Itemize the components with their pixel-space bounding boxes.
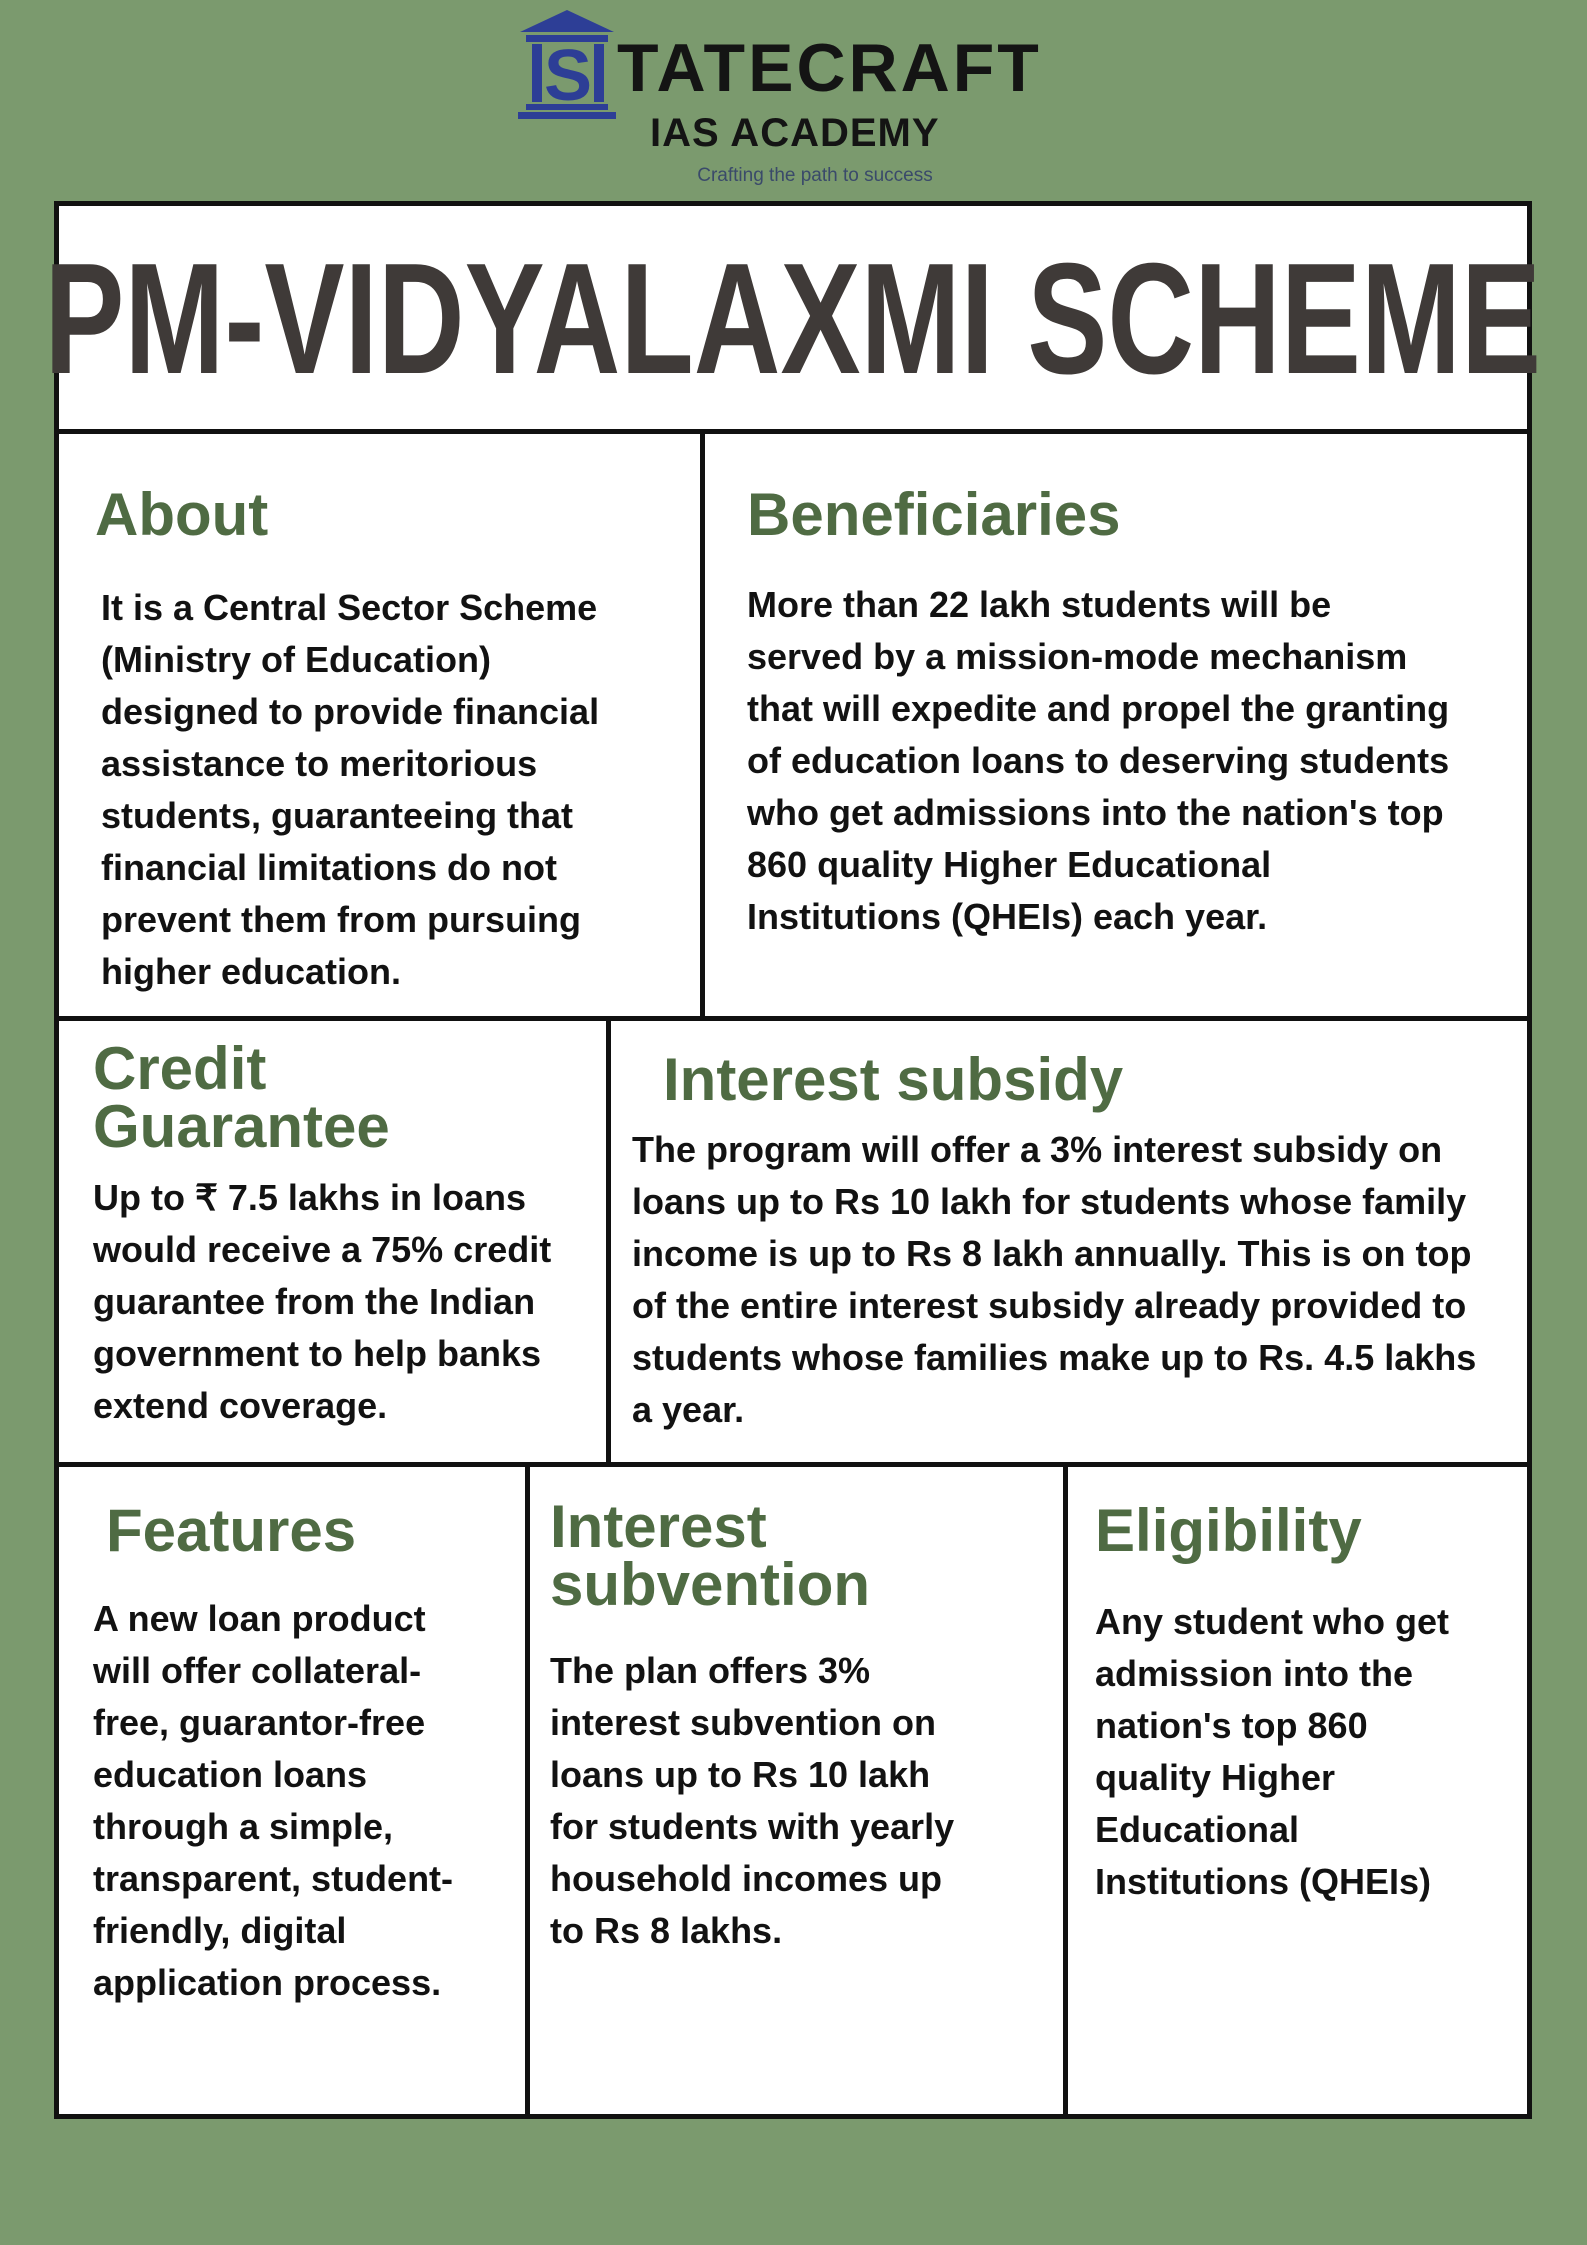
svg-text:S: S [543, 36, 593, 116]
interest-subsidy-heading: Interest subsidy [663, 1046, 1124, 1113]
eligibility-text: Any student who get admission into the nation's top 860 quality Higher Educational Institutions (QHEIs) [1095, 1601, 1449, 1902]
about-heading: About [95, 481, 269, 548]
brand-name: TATECRAFT [617, 30, 1042, 106]
beneficiaries-heading: Beneficiaries [747, 481, 1121, 548]
features-heading: Features [106, 1497, 357, 1564]
brand-tagline: Crafting the path to success [697, 165, 933, 186]
divider [59, 1462, 1527, 1467]
divider [525, 1467, 530, 2114]
about-text: It is a Central Sector Scheme (Ministry of Education) designed to provide financial assistance to meritorious students, guaranteeing that financial limitations do not prevent them from pursuing higher education. [101, 587, 600, 992]
brand-subtitle: IAS ACADEMY [650, 111, 940, 155]
interest-subvention-heading: Interest subvention [550, 1493, 871, 1618]
interest-subvention-text: The plan offers 3% interest subvention on loans up to Rs 10 lakh for students with yearly household incomes up to Rs 8 lakhs. [550, 1650, 955, 1951]
divider [700, 434, 705, 1019]
divider [59, 1016, 1527, 1021]
credit-guarantee-heading: Credit Guarantee [93, 1035, 390, 1160]
eligibility-heading: Eligibility [1095, 1497, 1362, 1564]
page-title: PM-VIDYALAXMI SCHEME [44, 230, 1542, 407]
header [0, 0, 1587, 200]
interest-subsidy-text: The program will offer a 3% interest subsidy on loans up to Rs 10 lakh for students whose family income is up to Rs 8 lakh annually. This is on top of the entire interest subsidy already provided to students whose families make up to Rs. 4.5 lakhs a year. [632, 1129, 1477, 1430]
pillar-logo-icon [512, 8, 622, 120]
credit-guarantee-text: Up to ₹ 7.5 lakhs in loans would receive a 75% credit guarantee from the Indian government to help banks extend coverage. [93, 1177, 552, 1426]
beneficiaries-text: More than 22 lakh students will be served by a mission-mode mechanism that will expedite and propel the granting of education loans to deserving students who get admissions into the nation's top 860 quality Higher Educational Institutions (QHEIs) each year. [747, 584, 1450, 937]
features-text: A new loan product will offer collateral- free, guarantor-free education loans through a simple, transparent, student- friendly, digital application process. [93, 1598, 454, 2003]
content-frame [44, 201, 1542, 2119]
divider [1063, 1467, 1068, 2114]
divider [606, 1021, 611, 1464]
